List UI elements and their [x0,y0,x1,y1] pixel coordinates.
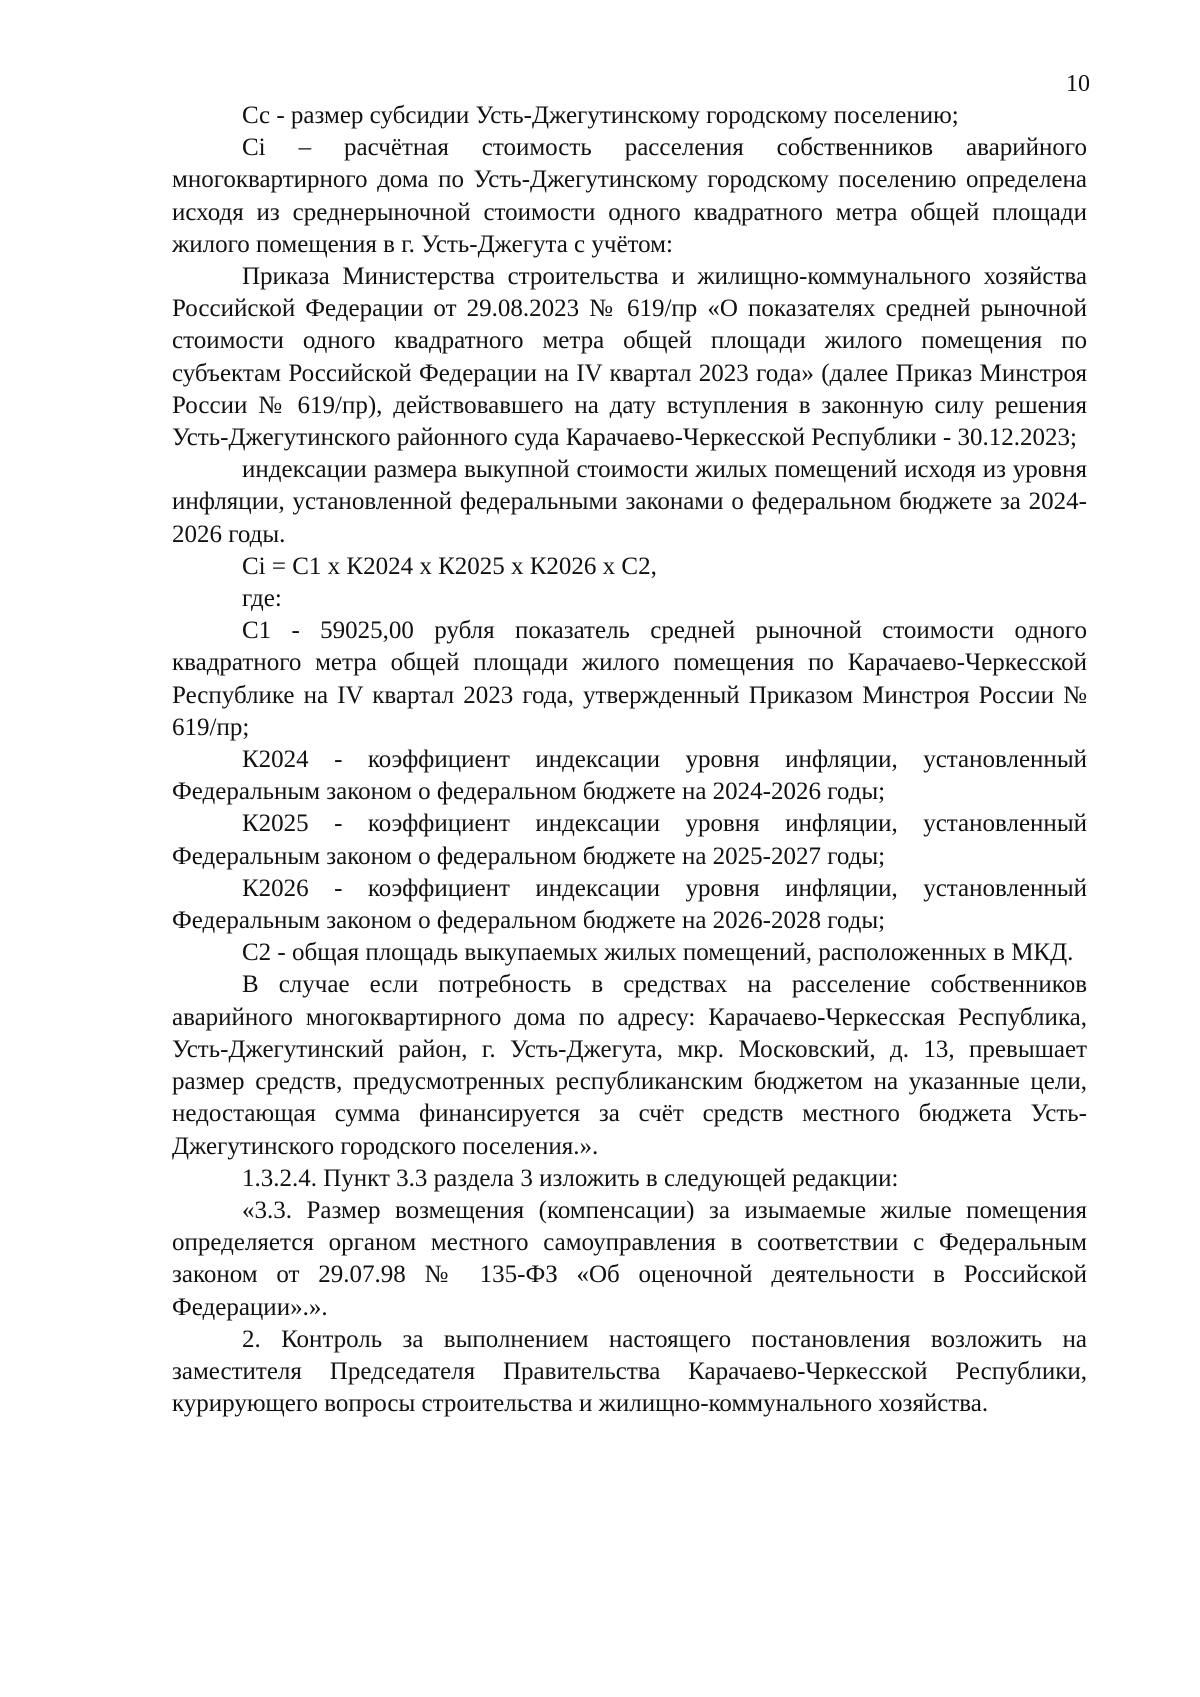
paragraph-ministry-order: Приказа Министерства строительства и жилищно-коммунального хозяйства Российской Федерации от 29.08.2023 № 619/пр «О показателях средней рыночной стоимости одного квадратного метра общей площади жилого помещения по субъектам Российской Федерации на IV квартал 2023 года» (далее Приказ Минстроя России № 619/пр), действовавшего на дату вступления в законную силу решения Усть-Джегутинского районного суда Карачаево-Черкесской Республики - 30.12.2023; [172,263,1087,452]
paragraph-c2-definition: С2 - общая площадь выкупаемых жилых помещений, расположенных в МКД. [242,939,1074,967]
paragraph-amendment-heading: 1.3.2.4. Пункт 3.3 раздела 3 изложить в следующей редакции: [242,1164,899,1192]
paragraph-k2026-definition: К2026 - коэффициент индексации уровня инфляции, установленный Федеральным законом о федеральном бюджете на 2026-2028 годы; [172,874,1087,935]
paragraph-indexation: индексации размера выкупной стоимости жилых помещений исходя из уровня инфляции, установленной федеральными законами о федеральном бюджете за 2024-2026 годы. [172,456,1087,548]
paragraph-compensation-clause: «3.3. Размер возмещения (компенсации) за изымаемые жилые помещения определяется органом местного самоуправления в соответствии с Федеральным законом от 29.07.98 № 135-ФЗ «Об оценочной деятельности в Российской Федерации».». [172,1196,1087,1321]
page-number: 10 [1066,71,1090,97]
paragraph-control-clause: 2. Контроль за выполнением настоящего постановления возложить на заместителя Председателя Правительства Карачаево-Черкесской Республики, курирующего вопросы строительства и жилищно-коммунального хозяйства. [172,1325,1087,1418]
paragraph-funding-shortfall: В случае если потребность в средствах на расселение собственников аварийного многоквартирного дома по адресу: Карачаево-Черкесская Республика, Усть-Джегутинский район, г. Усть-Джегута, мкр. Московский, д. 13, превышает размер средств, предусмотренных республиканским бюджетом на указанные цели, недостающая сумма финансируется за счёт средств местного бюджета Усть-Джегутинского городского поселения.». [172,971,1087,1160]
paragraph-k2024-definition: К2024 - коэффициент индексации уровня инфляции, установленный Федеральным законом о федеральном бюджете на 2024-2026 годы; [172,746,1087,806]
paragraph-ci-definition: Сi – расчётная стоимость расселения собственников аварийного многоквартирного дома по Усть-Джегутинскому городскому поселению определена исходя из среднерыночной стоимости одного квадратного метра общей площади жилого помещения в г. Усть-Джегута с учётом: [172,134,1087,258]
paragraph-subsidy-definition: Сс - размер субсидии Усть-Джегутинскому городскому поселению; [242,102,959,129]
paragraph-k2025-definition: К2025 - коэффициент индексации уровня инфляции, установленный Федеральным законом о федеральном бюджете на 2025-2027 годы; [172,810,1087,870]
formula-ci: Сi = С1 х К2024 х К2025 х К2026 х С2, [242,552,657,580]
paragraph-c1-definition: С1 - 59025,00 рубля показатель средней рыночной стоимости одного квадратного метра общей площади жилого помещения по Карачаево-Черкесской Республике на IV квартал 2023 года, утвержденный Приказом Минстроя России № 619/пр; [172,617,1087,741]
formula-where: где: [242,585,282,613]
document-body [172,100,1087,1420]
